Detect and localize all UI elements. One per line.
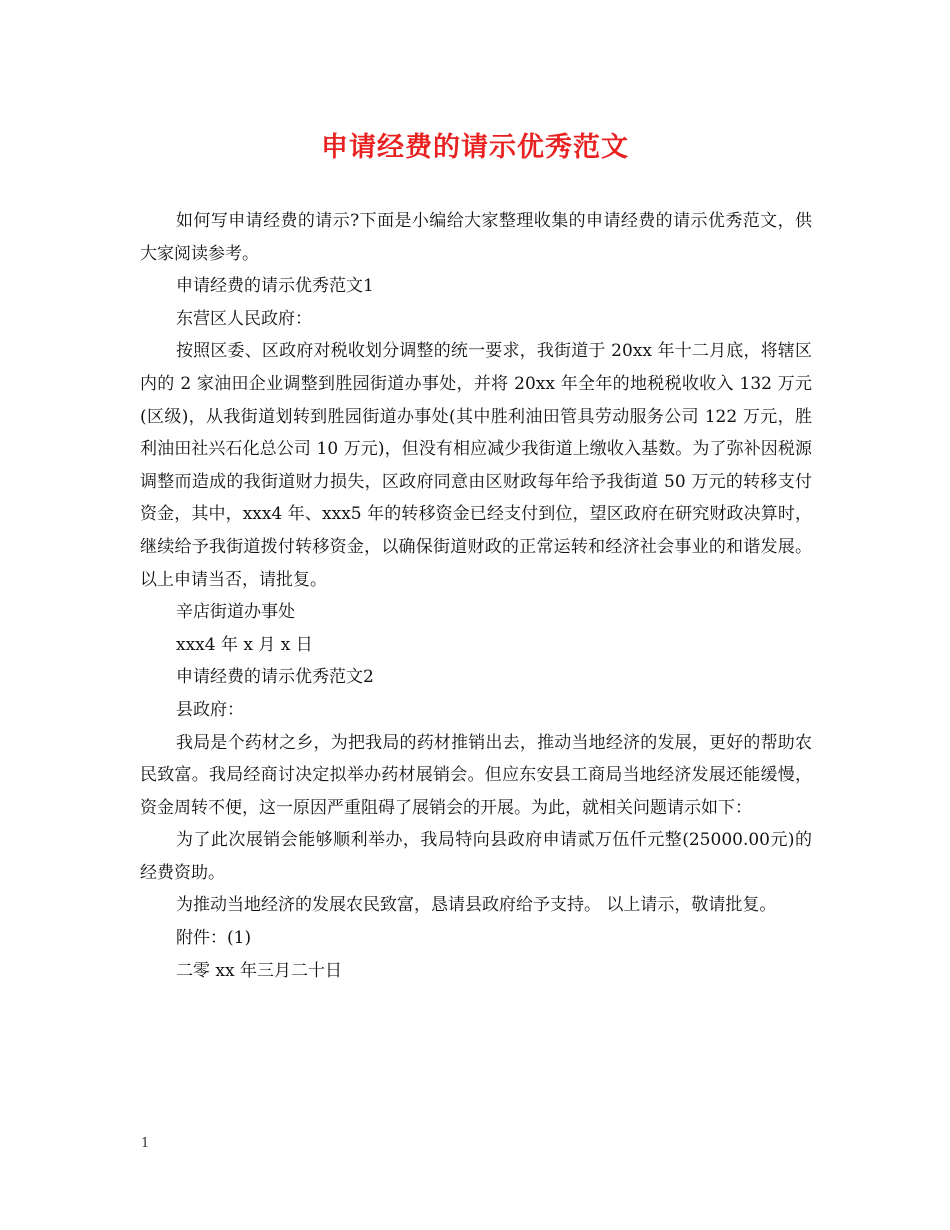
signature-office: 辛店街道办事处 <box>176 602 295 623</box>
salutation-2: 县政府： <box>176 699 244 720</box>
signature-date-2: 二零 xx 年三月二十日 <box>176 960 342 981</box>
body-paragraph-3: 为了此次展销会能够顺利举办，我局特向县政府申请贰万伍仟元整(25000.00元)的经费资助。 <box>140 830 812 883</box>
section-heading-2: 申请经费的请示优秀范文2 <box>176 667 374 688</box>
signature-date-1: xxx4 年 x 月 x 日 <box>176 634 313 655</box>
body-paragraph-1: 按照区委、区政府对税收划分调整的统一要求，我街道于 20xx 年十二月底，将辖区内的 2 家油田企业调整到胜园街道办事处，并将 20xx 年全年的地税税收收入 132 万元(区级)，从我街道划转到胜园街道办事处(其中胜利油田管具劳动服务公司 122 万元，胜利油田社兴石化总公司 10 万元)，但没有相应减少我街道上缴收入基数。为了弥补因税源调整而造成的我街道财力损失，区政府同意由区财政每年给予我街道 50 万元的转移支付资金，其中，xxx4 年、xxx5 年的转移资金已经支付到位，望区政府在研究财政决算时，继续给予我街道拨付转移资金，以确保街道财政的正常运转和经济社会事业的和谐发展。以上申请当否，请批复。 <box>140 341 812 590</box>
body-paragraph-2: 我局是个药材之乡，为把我局的药材推销出去，推动当地经济的发展，更好的帮助农民致富。我局经商讨决定拟举办药材展销会。但应东安县工商局当地经济发展还能缓慢，资金周转不便，这一原因严重阻碍了展销会的开展。为此，就相关问题请示如下： <box>140 732 812 818</box>
document-title: 申请经费的请示优秀范文 <box>321 132 629 163</box>
salutation-1: 东营区人民政府： <box>176 308 312 329</box>
section-heading-1: 申请经费的请示优秀范文1 <box>176 276 374 297</box>
intro-paragraph: 如何写申请经费的请示?下面是小编给大家整理收集的申请经费的请示优秀范文，供大家阅读参考。 <box>140 211 812 264</box>
body-paragraph-4: 为推动当地经济的发展农民致富，恳请县政府给予支持。 以上请示，敬请批复。 <box>176 895 777 916</box>
page-number: 1 <box>141 1136 150 1151</box>
document-body <box>140 205 812 987</box>
attachment-line: 附件：(1) <box>176 928 252 949</box>
